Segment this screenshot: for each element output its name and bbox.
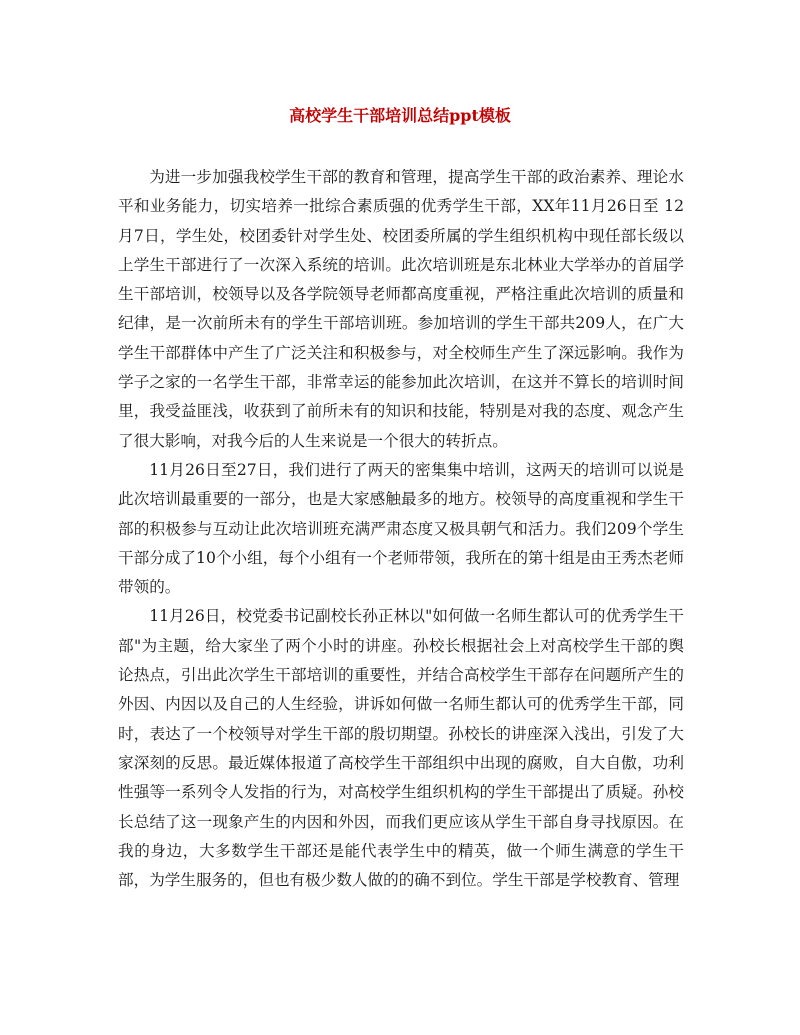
document-body (118, 163, 684, 895)
paragraph-3: 11月26日，校党委书记副校长孙正林以"如何做一名师生都认可的优秀学生干部"为主题，给大家坐了两个小时的讲座。孙校长根据社会上对高校学生干部的舆论热点，引出此次学生干部培训的重要性，并结合高校学生干部存在问题所产生的外因、内因以及自己的人生经验，讲诉如何做一名师生都认可的优秀学生干部，同时，表达了一个校领导对学生干部的殷切期望。孙校长的讲座深入浅出，引发了大家深刻的反思。最近媒体报道了高校学生干部组织中出现的腐败，自大自傲，功利性强等一系列令人发指的行为，对高校学生组织机构的学生干部提出了质疑。孙校长总结了这一现象产生的内因和外因，而我们更应该从学生干部自身寻找原因。在我的身边，大多数学生干部还是能代表学生中的精英，做一个师生满意的学生干部，为学生服务的，但也有极少数人做的的确不到位。学生干部是学校教育、管理 (118, 607, 684, 890)
document-title: 高校学生干部培训总结ppt模板 (289, 106, 511, 125)
paragraph-2: 11月26日至27日，我们进行了两天的密集集中培训，这两天的培训可以说是此次培训最重要的一部分，也是大家感触最多的地方。校领导的高度重视和学生干部的积极参与互动让此次培训班充满严肃态度又极具朝气和活力。我们209个学生干部分成了10个小组，每个小组有一个老师带领，我所在的第十组是由王秀杰老师带领的。 (118, 460, 684, 597)
paragraph-1: 为进一步加强我校学生干部的教育和管理，提高学生干部的政治素养、理论水平和业务能力，切实培养一批综合素质强的优秀学生干部，XX年11月26日至 12月7日，学生处，校团委针对学生处、校团委所属的学生组织机构中现任部长级以上学生干部进行了一次深入系统的培训。此次培训班是东北林业大学举办的首届学生干部培训，校领导以及各学院领导老师都高度重视，严格注重此次培训的质量和纪律，是一次前所未有的学生干部培训班。参加培训的学生干部共209人，在广大学生干部群体中产生了广泛关注和积极参与，对全校师生产生了深远影响。我作为学子之家的一名学生干部，非常幸运的能参加此次培训，在这并不算长的培训时间里，我受益匪浅，收获到了前所未有的知识和技能，特别是对我的态度、观念产生了很大影响，对我今后的人生来说是一个很大的转折点。 (118, 168, 684, 450)
